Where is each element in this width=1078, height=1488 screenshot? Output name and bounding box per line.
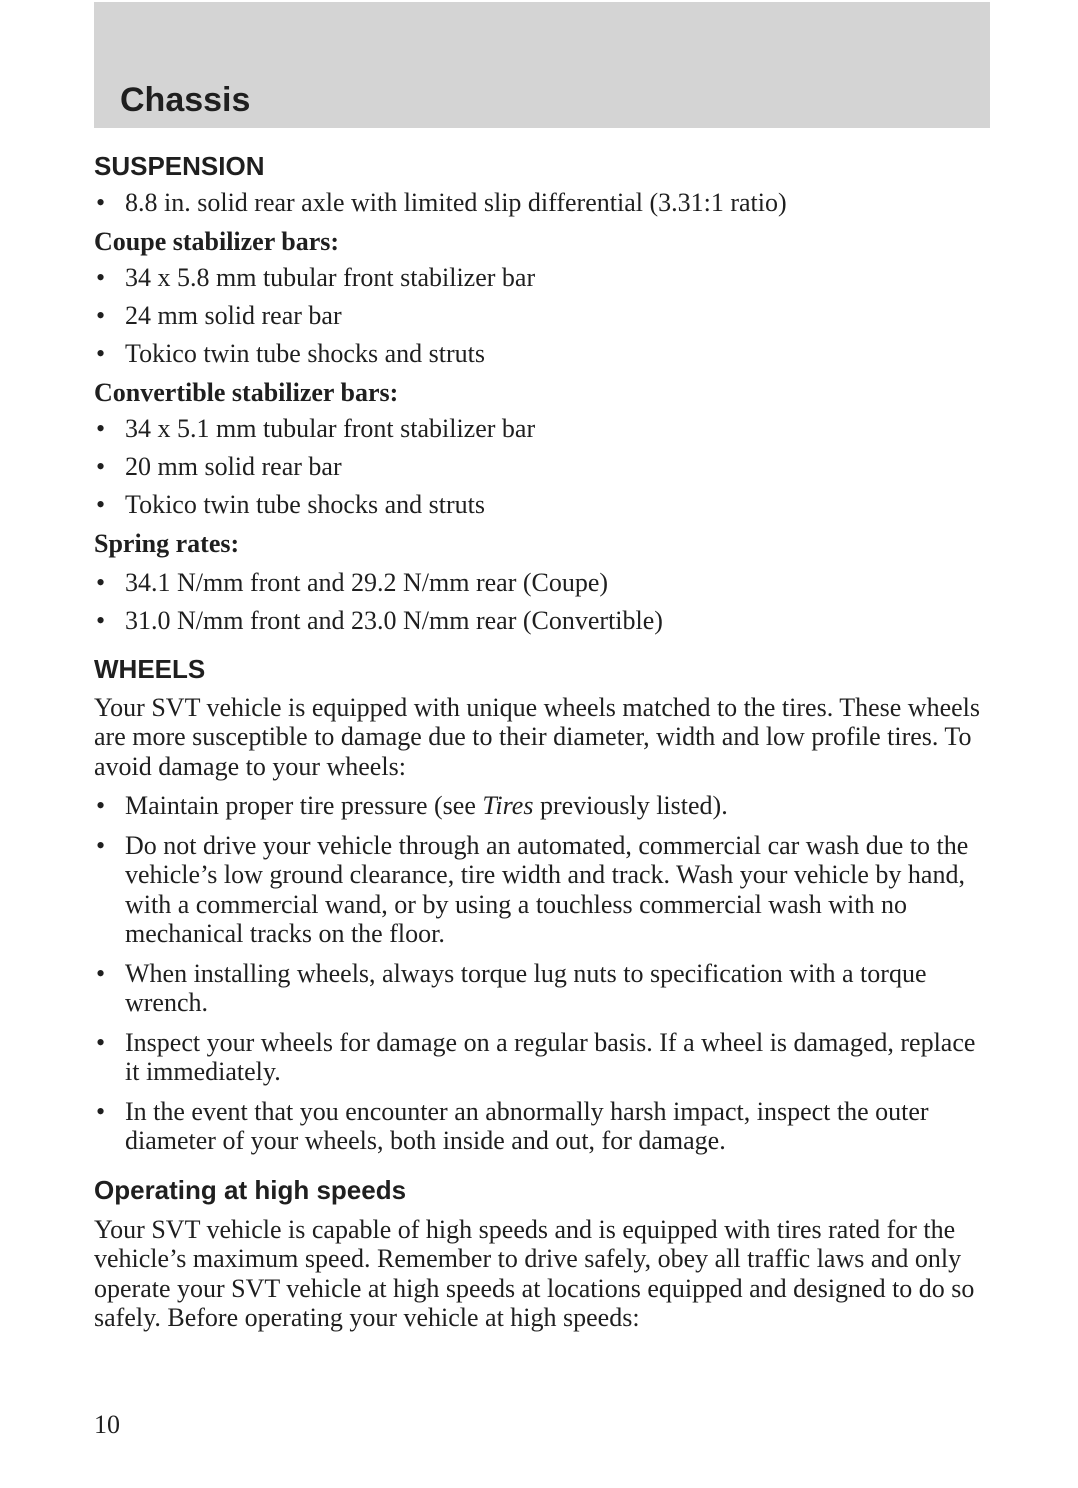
list-item: • 34 x 5.8 mm tubular front stabilizer bar <box>94 263 990 293</box>
chapter-header <box>94 2 990 128</box>
convertible-stabilizer-label: Convertible stabilizer bars: <box>94 378 399 407</box>
high-speeds-paragraph: Your SVT vehicle is capable of high speeds and is equipped with tires rated for the vehicle’s maximum speed. Remember to drive safely, obey all traffic laws and only operate your SVT vehicle at high speeds at locations equipped and designed to do so safely. Before operating your vehicle at high speeds: <box>94 1214 975 1332</box>
spring-rates-list <box>94 568 990 636</box>
list-item: • When installing wheels, always torque lug nuts to specification with a torque wrench. <box>94 959 990 1018</box>
list-item: • 24 mm solid rear bar <box>94 301 990 331</box>
spring-rates-label: Spring rates: <box>94 529 240 558</box>
convertible-stabilizer-list <box>94 414 990 520</box>
list-item: • 20 mm solid rear bar <box>94 452 990 482</box>
high-speeds-section <box>94 1174 990 1333</box>
page-content <box>94 150 990 1343</box>
wheels-list <box>94 791 990 1156</box>
list-item: • Do not drive your vehicle through an automated, commercial car wash due to the vehicle’s low ground clearance, tire width and track. Wash your vehicle by hand, with a commercial wand, or by using a touchless commercial wash with no mechanical tracks on the floor. <box>94 831 990 949</box>
wheels-paragraph: Your SVT vehicle is equipped with unique wheels matched to the tires. These wheels are more susceptible to damage due to their diameter, width and low profile tires. To avoid damage to your wheels: <box>94 692 981 781</box>
list-item: • 31.0 N/mm front and 23.0 N/mm rear (Convertible) <box>94 606 990 636</box>
wheels-section <box>94 653 990 1156</box>
suspension-section <box>94 150 990 636</box>
coupe-stabilizer-list <box>94 263 990 369</box>
suspension-heading: SUSPENSION <box>94 151 265 181</box>
list-item: • 8.8 in. solid rear axle with limited slip differential (3.31:1 ratio) <box>94 188 990 218</box>
high-speeds-heading: Operating at high speeds <box>94 1174 407 1205</box>
list-item: • Tokico twin tube shocks and struts <box>94 339 990 369</box>
list-item: • In the event that you encounter an abnormally harsh impact, inspect the outer diameter of your wheels, both inside and out, for damage. <box>94 1097 990 1156</box>
list-item: • Inspect your wheels for damage on a regular basis. If a wheel is damaged, replace it immediately. <box>94 1028 990 1087</box>
suspension-intro-list <box>94 188 990 218</box>
page-number: 10 <box>94 1410 120 1439</box>
wheels-heading: WHEELS <box>94 653 206 684</box>
list-item: • Tokico twin tube shocks and struts <box>94 490 990 520</box>
list-item: • 34 x 5.1 mm tubular front stabilizer bar <box>94 414 990 444</box>
chapter-title: Chassis <box>120 81 251 119</box>
list-item: • Maintain proper tire pressure (see Tires previously listed). <box>94 791 990 821</box>
tires-reference: Tires <box>482 791 534 820</box>
coupe-stabilizer-label: Coupe stabilizer bars: <box>94 227 340 256</box>
list-item: • 34.1 N/mm front and 29.2 N/mm rear (Coupe) <box>94 568 990 598</box>
